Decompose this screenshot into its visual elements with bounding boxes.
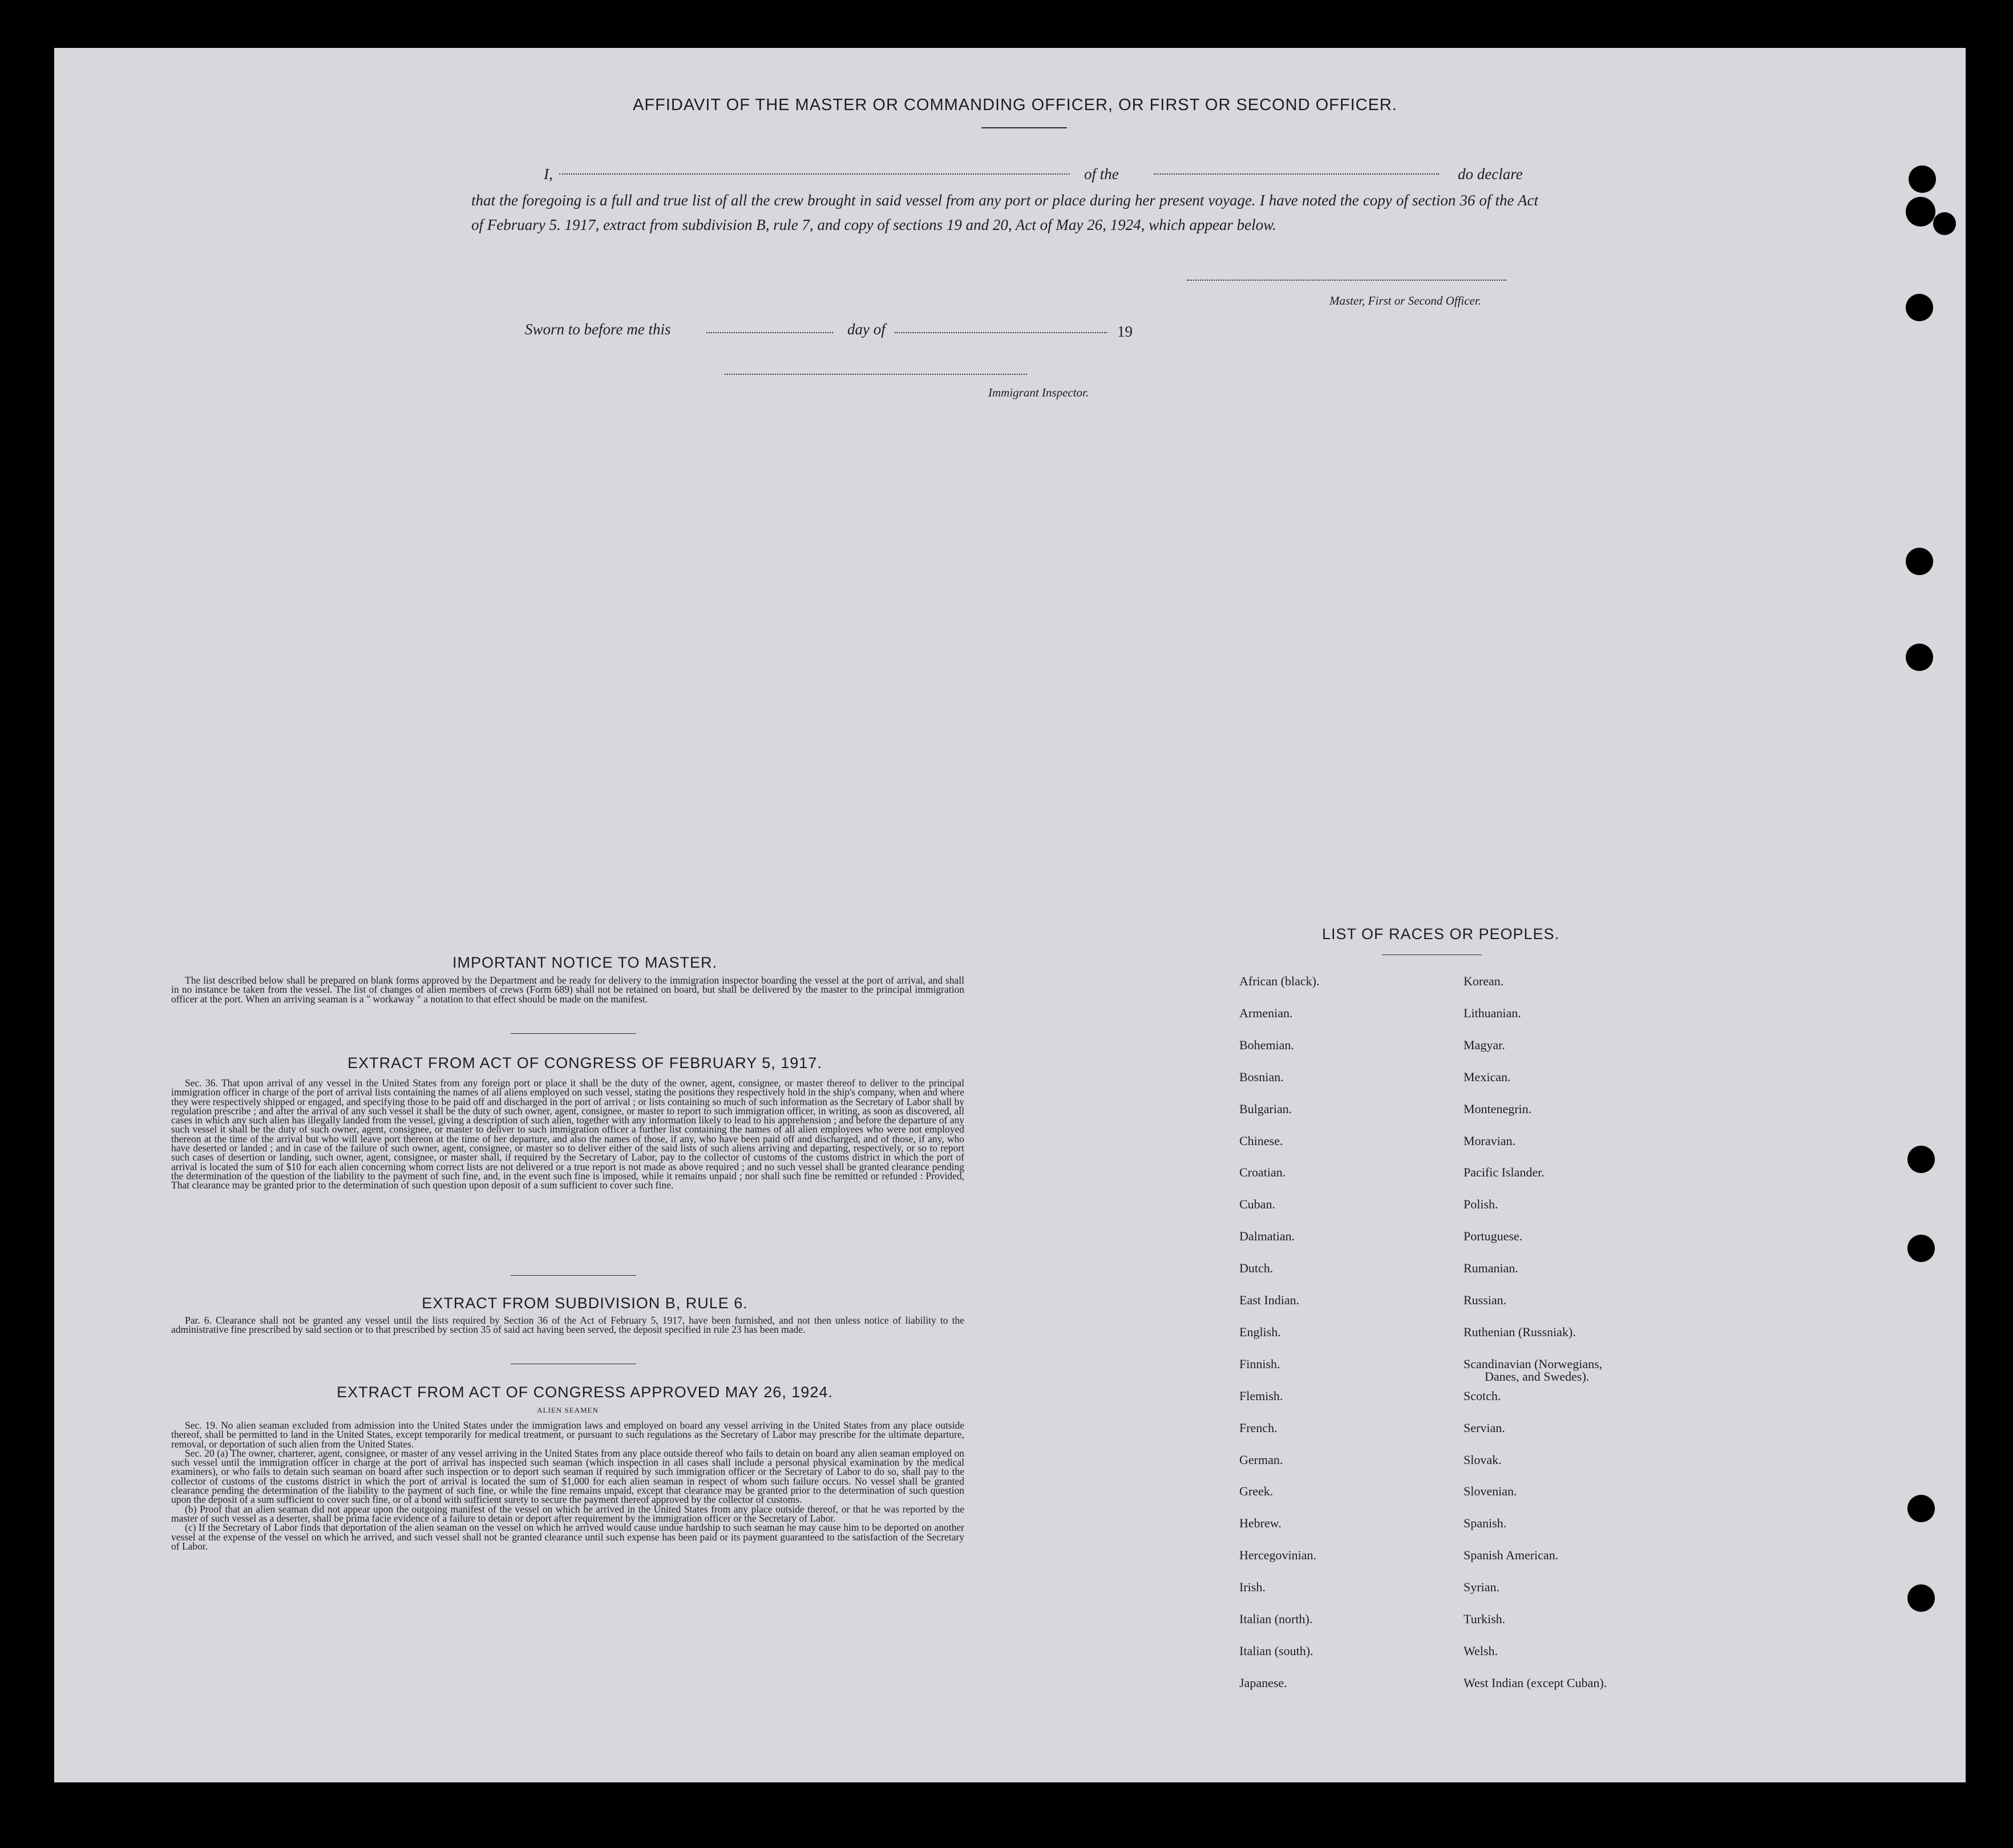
master-signature-field[interactable] <box>1187 280 1506 281</box>
sec-20a-paragraph: Sec. 20 (a) The owner, charterer, agent, consignee, or master of any vessel arriving in the United States from any place outside thereof who fails to detain on board any alien seaman employed on such vessel until the immigration officer in charge at the port of arrival has inspected such seaman (which inspection in all cases shall include a personal physical examination by the medical examiners), or who fails to detain such seaman on board after such inspection or to deport such seaman if required by such immigration officer or the Secretary of Labor to do so, shall pay to the collector of customs of the customs district in which the port of arrival is located the sum of $1,000 for each alien seaman in respect of whom such failure occurs. No vessel shall be granted clearance pending the determination of the liability to the payment of such fine, or while the fine remains unpaid, except that clearance may be granted prior to the determination of such question upon the deposit of a sum sufficient to cover such fine, or of a bond with sufficient surety to secure the payment thereof approved by the collector of customs. <box>171 1447 964 1506</box>
day-of-label: day of <box>847 321 886 338</box>
inspector-caption: Immigrant Inspector. <box>988 386 1089 399</box>
year-prefix: 19 <box>1117 323 1133 340</box>
sec-19-paragraph: Sec. 19. No alien seaman excluded from admission into the United States under the immigration laws and employed on board any vessel arriving in the United States from any place outside thereof, shall be permitted to land in the United States, except temporarily for medical treatment, or pursuant to such regulations as the Secretary of Labor may prescribe for the ultimate departure, removal, or deportation of such alien from the United States. <box>171 1420 964 1450</box>
race-item: Magyar. <box>1464 1038 1505 1052</box>
race-item: Hebrew. <box>1239 1516 1282 1530</box>
race-item: Slovak. <box>1464 1453 1502 1467</box>
sworn-label: Sworn to before me this <box>525 321 671 338</box>
punch-hole <box>1906 197 1935 227</box>
race-item: French. <box>1239 1421 1278 1435</box>
race-item: Hercegovinian. <box>1239 1548 1316 1562</box>
sec-20c-paragraph: (c) If the Secretary of Labor finds that deportation of the alien seaman on the vessel on which he arrived would cause undue hardship to such seaman he may cause him to be deported on another vessel at the expense of the vessel on which he arrived, and such vessel shall not be granted clearance until such expense has been paid or its payment guaranteed to the satisfaction of the Secretary of Labor. <box>171 1522 964 1552</box>
race-item: East Indian. <box>1239 1293 1300 1307</box>
punch-hole <box>1906 548 1933 575</box>
extract-1917-text <box>171 1078 964 1190</box>
race-item: Bosnian. <box>1239 1070 1284 1084</box>
race-item: Croatian. <box>1239 1165 1286 1179</box>
race-item: Lithuanian. <box>1464 1006 1521 1020</box>
race-item: Pacific Islander. <box>1464 1165 1545 1179</box>
race-item: Flemish. <box>1239 1389 1283 1403</box>
extract-rule6-title: EXTRACT FROM SUBDIVISION B, RULE 6. <box>422 1295 748 1312</box>
do-declare-label: do declare <box>1458 165 1523 183</box>
race-item: German. <box>1239 1453 1283 1467</box>
affidavit-title: AFFIDAVIT OF THE MASTER OR COMMANDING OFFICER, OR FIRST OR SECOND OFFICER. <box>633 96 1397 114</box>
race-item: African (black). <box>1239 974 1320 988</box>
race-item: West Indian (except Cuban). <box>1464 1676 1607 1690</box>
sec-20b-paragraph: (b) Proof that an alien seaman did not appear upon the outgoing manifest of the vessel on which he arrived in the United States from any place outside thereof, or that he was reported by the master of such vessel as a deserter, shall be prima facie evidence of a failure to detain or deport after requirement by the immigration officer or the Secretary of Labor. <box>171 1503 964 1524</box>
section-rule <box>511 1275 636 1276</box>
punch-hole <box>1907 1146 1935 1173</box>
races-title: LIST OF RACES OR PEOPLES. <box>1321 925 1560 943</box>
race-scandinavian-continuation: Danes, and Swedes). <box>1485 1369 1590 1384</box>
race-item: Armenian. <box>1239 1006 1293 1020</box>
punch-hole <box>1906 644 1933 671</box>
race-item: Dutch. <box>1239 1261 1274 1275</box>
extract-rule6-text <box>171 1316 964 1335</box>
declarant-label: I, <box>544 165 553 183</box>
declaration-body: that the foregoing is a full and true list of all the crew brought in said vessel from any port or place during her present voyage. I have noted the copy of section 36 of the Act of February 5. 1917, extract from subdivision B, rule 7, and copy of sections 19 and 20, Act of May 26, 1924, which appear below. <box>471 192 1538 233</box>
race-item: Scotch. <box>1464 1389 1501 1403</box>
race-item: Korean. <box>1464 974 1504 988</box>
title-rule <box>981 127 1067 128</box>
notice-title: IMPORTANT NOTICE TO MASTER. <box>452 954 718 971</box>
race-item: Italian (north). <box>1239 1612 1313 1626</box>
vessel-name-field[interactable] <box>1154 173 1439 175</box>
race-item: Scandinavian (Norwegians, <box>1464 1357 1603 1371</box>
race-item: Finnish. <box>1239 1357 1280 1371</box>
punch-hole <box>1907 1495 1935 1522</box>
extract-1924-text <box>171 1421 964 1551</box>
race-item: Bohemian. <box>1239 1038 1294 1052</box>
declarant-name-field[interactable] <box>559 173 1070 175</box>
of-the-label: of the <box>1084 165 1119 183</box>
section-rule <box>511 1033 636 1034</box>
race-item: Turkish. <box>1464 1612 1506 1626</box>
race-item: Slovenian. <box>1464 1484 1517 1498</box>
race-item: Portuguese. <box>1464 1229 1523 1243</box>
race-item: Montenegrin. <box>1464 1102 1532 1116</box>
punch-hole <box>1907 1584 1935 1612</box>
race-item: Italian (south). <box>1239 1644 1313 1658</box>
race-item: Mexican. <box>1464 1070 1511 1084</box>
race-item: Cuban. <box>1239 1197 1275 1211</box>
race-item: Syrian. <box>1464 1580 1499 1594</box>
sworn-month-field[interactable] <box>895 332 1107 333</box>
notice-paragraph: The list described below shall be prepared on blank forms approved by the Department and be ready for delivery to the immigration inspector boarding the vessel at the port of arrival, and shall in no instance be taken from the vessel. The list of changes of alien members of crews (Form 689) shall not be retained on board, but shall be delivered by the master to the principal immigration officer at the port. When an arriving seaman is a " workaway " a notation to that effect should be made on the manifest. <box>171 974 964 1005</box>
sworn-day-field[interactable] <box>706 332 833 333</box>
extract-1917-title: EXTRACT FROM ACT OF CONGRESS OF FEBRUARY 5, 1917. <box>347 1054 822 1071</box>
punch-hole <box>1906 294 1933 321</box>
race-item: Japanese. <box>1239 1676 1287 1690</box>
race-item: Polish. <box>1464 1197 1498 1211</box>
par-6-paragraph: Par. 6. Clearance shall not be granted any vessel until the lists required by Section 36 of the Act of February 5, 1917, have been furnished, and not then unless notice of liability to the administrative fine prescribed by said section or to that prescribed by section 35 of said act having been served, the deposit specified in rule 23 has been made. <box>171 1315 964 1336</box>
alien-seamen-subtitle: ALIEN SEAMEN <box>537 1406 599 1414</box>
race-item: Bulgarian. <box>1239 1102 1292 1116</box>
race-item: Russian. <box>1464 1293 1507 1307</box>
race-item: Rumanian. <box>1464 1261 1518 1275</box>
race-item: English. <box>1239 1325 1281 1339</box>
race-item: Welsh. <box>1464 1644 1498 1658</box>
punch-hole <box>1933 212 1956 235</box>
race-item: Spanish. <box>1464 1516 1507 1530</box>
punch-hole <box>1909 165 1936 193</box>
race-item: Chinese. <box>1239 1134 1283 1148</box>
race-item: Irish. <box>1239 1580 1266 1594</box>
race-item: Moravian. <box>1464 1134 1516 1148</box>
notice-text <box>171 976 964 1004</box>
sec-36-paragraph: Sec. 36. That upon arrival of any vessel in the United States from any foreign port or place it shall be the duty of the owner, agent, consignee, or master thereof to deliver to the principal immigration officer in charge of the port of arrival lists containing the names of all aliens employed on such vessel, stating the positions they respectively hold in the ship's company, when and where they were respectively shipped or engaged, and specifying those to be paid off and discharged in the port of arrival ; or lists containing so much of such information as the Secretary of Labor shall by regulation prescribe ; and after the arrival of any such vessel it shall be the duty of such owner, agent, consignee, or master to report to such immigration officer, in writing, as soon as discovered, all cases in which any such alien has illegally landed from the vessel, giving a description of such alien, together with any information likely to lead to his apprehension ; and before the departure of any such vessel it shall be the duty of such owner, agent, consignee, or master to deliver to such immigration officer a further list containing the names of all alien employees who were not employed thereon at the time of the arrival but who will leave port thereon at the time of her departure, and also the names of those, if any, who have been paid off and discharged, and of those, if any, who have deserted or landed ; and in case of the failure of such owner, agent, consignee, or master so to deliver either of the said lists of such aliens arriving and departing, respectively, or so to report such cases of desertion or landing, such owner, agent, consignee, or master shall, if required by the Secretary of Labor, pay to the collector of customs of the customs district in which the port of arrival is located the sum of $10 for each alien concerning whom correct lists are not delivered or a true report is not made as above required ; and no such vessel shall be granted clearance pending the determination of the question of the liability to the payment of such fine, and, in the event such fine is imposed, while it remains unpaid ; nor shall such fine be remitted or refunded : Provided, That clearance may be granted prior to the determination of such question upon deposit of a sum sufficient to cover such fine. <box>171 1077 964 1191</box>
race-item: Dalmatian. <box>1239 1229 1295 1243</box>
extract-1924-title: EXTRACT FROM ACT OF CONGRESS APPROVED MAY 26, 1924. <box>337 1384 833 1401</box>
race-item: Greek. <box>1239 1484 1274 1498</box>
race-item: Servian. <box>1464 1421 1505 1435</box>
race-item: Ruthenian (Russniak). <box>1464 1325 1576 1339</box>
race-item: Spanish American. <box>1464 1548 1559 1562</box>
inspector-signature-field[interactable] <box>725 374 1027 375</box>
punch-hole <box>1907 1235 1935 1262</box>
master-signature-caption: Master, First or Second Officer. <box>1329 294 1481 308</box>
